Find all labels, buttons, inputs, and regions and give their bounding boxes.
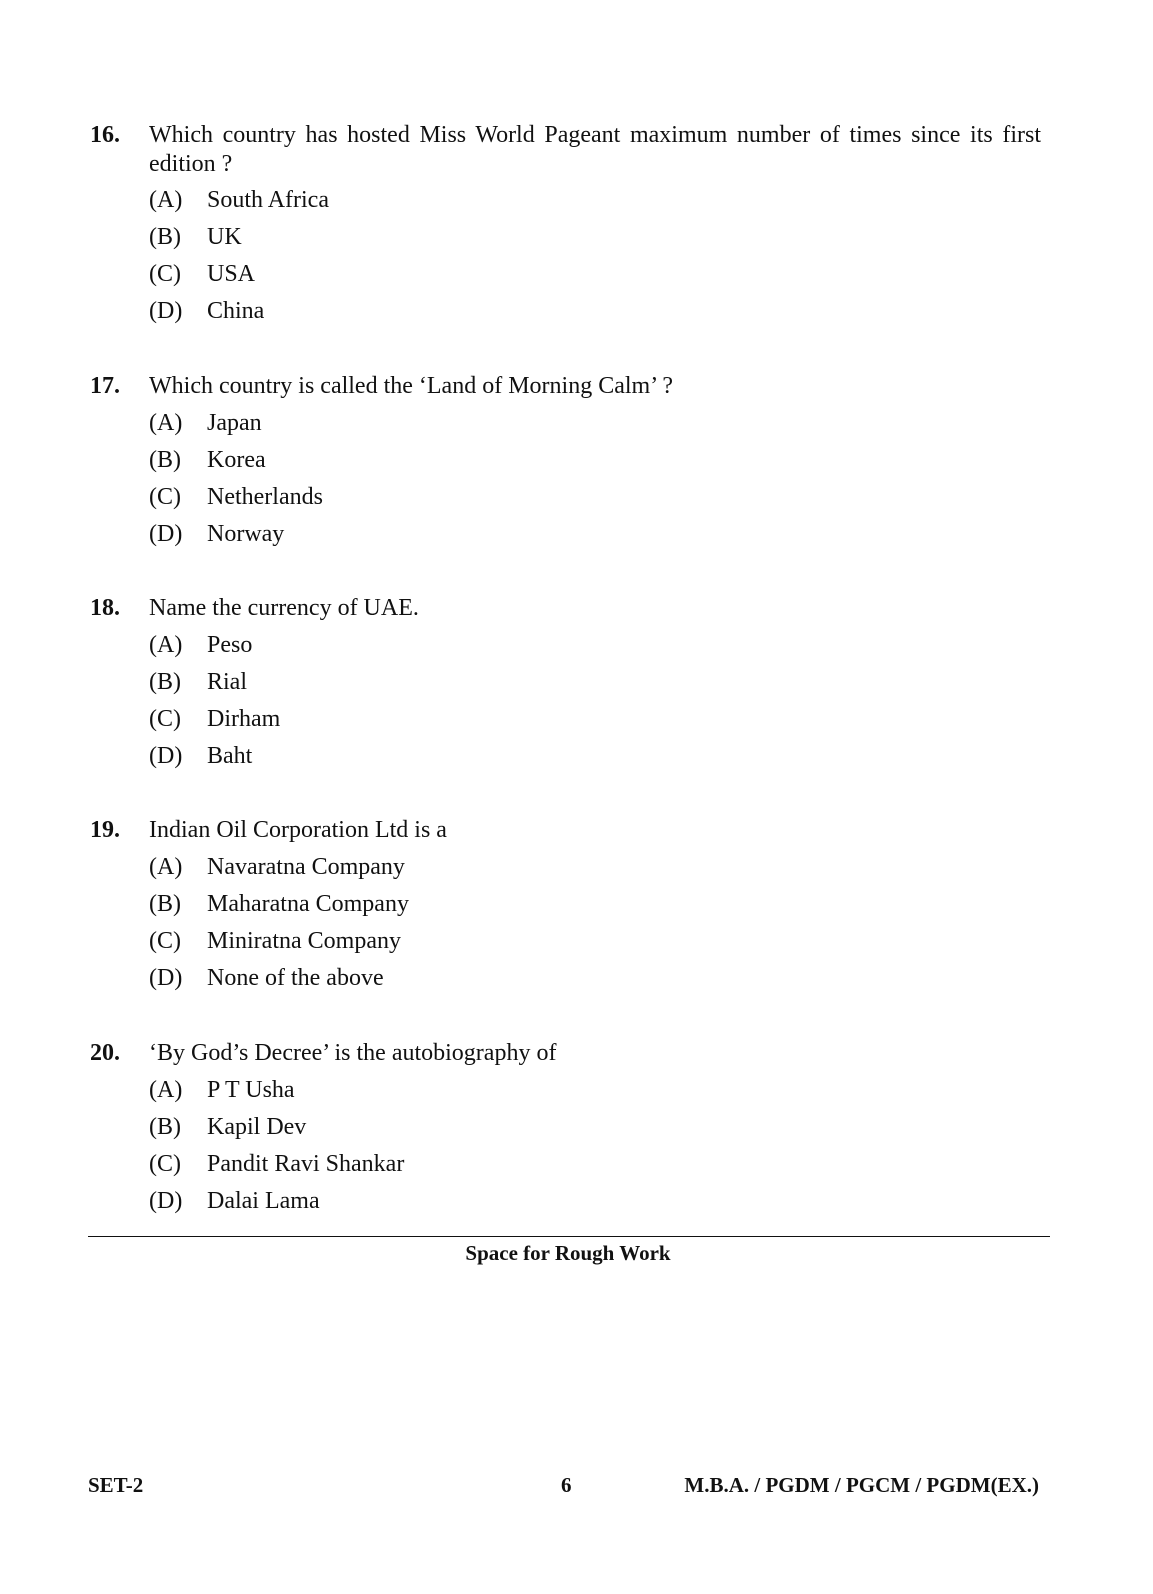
option-text: Norway bbox=[207, 521, 285, 547]
question-text: Which country is called the ‘Land of Morning Calm’ ? bbox=[149, 373, 674, 399]
option-letter: (C) bbox=[149, 261, 181, 287]
option-d bbox=[149, 520, 284, 549]
option-text: Peso bbox=[207, 632, 253, 658]
footer-set: SET-2 bbox=[88, 1473, 144, 1497]
option-text: Netherlands bbox=[207, 484, 323, 510]
option-b bbox=[149, 668, 247, 697]
option-b bbox=[149, 446, 266, 475]
option-letter: (C) bbox=[149, 928, 181, 954]
question-number: 16. bbox=[90, 122, 120, 148]
question-number: 20. bbox=[90, 1040, 120, 1066]
rough-work-heading: Space for Rough Work bbox=[465, 1241, 671, 1265]
option-letter: (D) bbox=[149, 1188, 183, 1214]
option-letter: (D) bbox=[149, 965, 183, 991]
option-letter: (A) bbox=[149, 187, 183, 213]
option-letter: (A) bbox=[149, 410, 183, 436]
option-text: China bbox=[207, 298, 265, 324]
option-text: Dirham bbox=[207, 706, 281, 732]
question-text: ‘By God’s Decree’ is the autobiography of bbox=[149, 1040, 557, 1066]
divider bbox=[88, 1236, 1050, 1237]
option-letter: (B) bbox=[149, 1114, 181, 1140]
option-text: Baht bbox=[207, 743, 253, 769]
option-a bbox=[149, 186, 329, 215]
option-letter: (D) bbox=[149, 298, 183, 324]
footer-page-number: 6 bbox=[561, 1473, 572, 1497]
option-text: South Africa bbox=[207, 187, 329, 213]
option-text: Miniratna Company bbox=[207, 928, 401, 954]
option-text: None of the above bbox=[207, 965, 384, 991]
option-text: Navaratna Company bbox=[207, 854, 405, 880]
option-a bbox=[149, 853, 405, 882]
footer-course: M.B.A. / PGDM / PGCM / PGDM(EX.) bbox=[684, 1473, 1039, 1497]
option-c bbox=[149, 927, 401, 956]
option-letter: (A) bbox=[149, 1077, 183, 1103]
option-letter: (B) bbox=[149, 669, 181, 695]
option-letter: (A) bbox=[149, 854, 183, 880]
option-text: Japan bbox=[207, 410, 262, 436]
option-a bbox=[149, 409, 262, 438]
option-text: Pandit Ravi Shankar bbox=[207, 1151, 405, 1177]
option-text: P T Usha bbox=[207, 1077, 295, 1103]
option-letter: (A) bbox=[149, 632, 183, 658]
option-text: USA bbox=[207, 261, 256, 287]
option-text: Korea bbox=[207, 447, 266, 473]
option-letter: (C) bbox=[149, 484, 181, 510]
option-b bbox=[149, 890, 409, 919]
option-text: Kapil Dev bbox=[207, 1114, 307, 1140]
option-letter: (B) bbox=[149, 891, 181, 917]
question-number: 18. bbox=[90, 595, 120, 621]
option-d bbox=[149, 1187, 320, 1216]
option-a bbox=[149, 1076, 295, 1105]
option-b bbox=[149, 223, 242, 252]
question-number: 19. bbox=[90, 817, 120, 843]
option-letter: (C) bbox=[149, 1151, 181, 1177]
option-letter: (C) bbox=[149, 706, 181, 732]
option-b bbox=[149, 1113, 306, 1142]
option-c bbox=[149, 483, 323, 512]
option-c bbox=[149, 705, 280, 734]
question-text: Name the currency of UAE. bbox=[149, 595, 419, 621]
option-text: Rial bbox=[207, 669, 247, 695]
option-d bbox=[149, 297, 264, 326]
option-letter: (D) bbox=[149, 743, 183, 769]
question-number: 17. bbox=[90, 373, 120, 399]
option-text: UK bbox=[207, 224, 242, 250]
option-c bbox=[149, 260, 255, 289]
option-text: Maharatna Company bbox=[207, 891, 409, 917]
question-text: Which country has hosted Miss World Pageant maximum number of times since its first edition ? bbox=[149, 122, 1041, 177]
option-text: Dalai Lama bbox=[207, 1188, 320, 1214]
option-c bbox=[149, 1150, 404, 1179]
option-letter: (B) bbox=[149, 447, 181, 473]
option-letter: (D) bbox=[149, 521, 183, 547]
option-d bbox=[149, 964, 384, 993]
question-text: Indian Oil Corporation Ltd is a bbox=[149, 817, 447, 843]
option-a bbox=[149, 631, 252, 660]
option-d bbox=[149, 742, 252, 771]
option-letter: (B) bbox=[149, 224, 181, 250]
